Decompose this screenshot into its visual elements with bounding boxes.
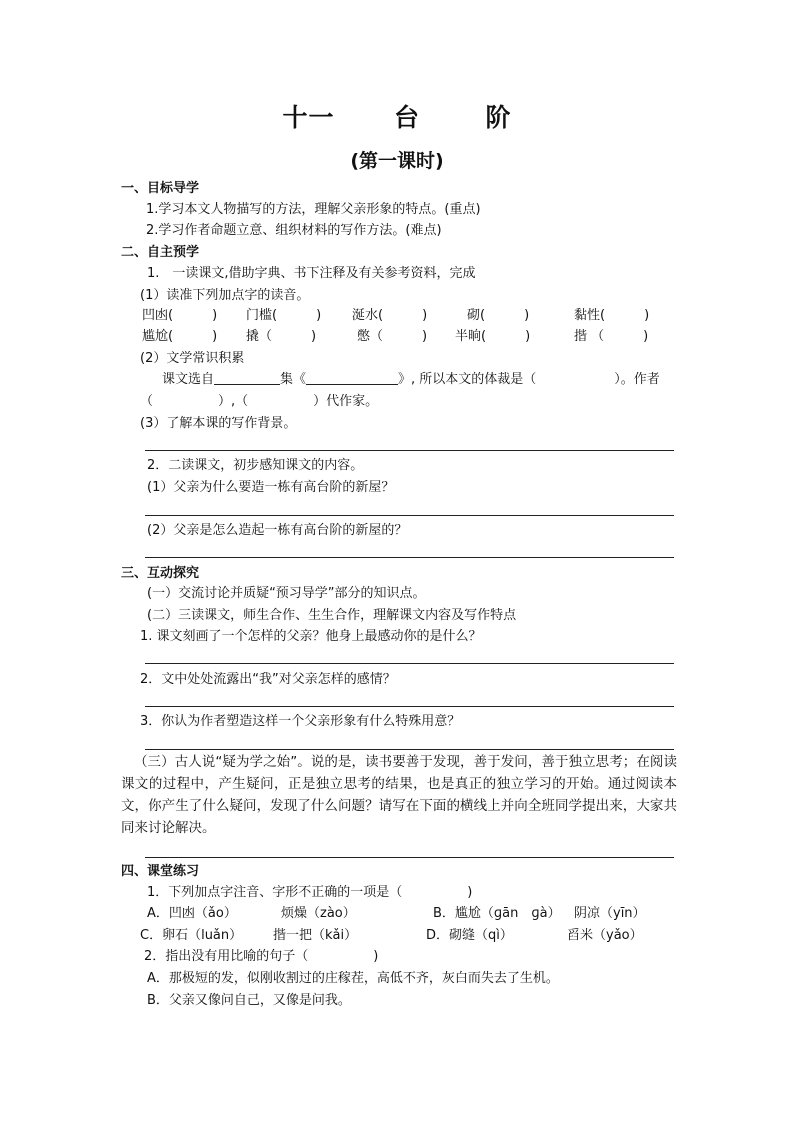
explore-question-2: 2．文中处处流露出“我”对父亲怎样的感情？ [140, 672, 396, 687]
answer-line[interactable] [145, 450, 674, 451]
pron-item[interactable]: 黏性( ) [574, 308, 650, 323]
content-question-1: (1）父亲为什么要造一栋有高台阶的新屋？ [147, 480, 395, 495]
answer-line[interactable] [145, 857, 674, 858]
pron-item[interactable]: 门槛( ) [246, 308, 322, 323]
background-task: (3）了解本课的写作背景。 [140, 416, 297, 431]
title-number: 十一 [282, 103, 335, 132]
blank-collection-author[interactable] [214, 371, 280, 385]
answer-line[interactable] [145, 706, 674, 707]
q2-option-a[interactable]: A．那极短的发，似刚收割过的庄稼茬，高低不齐，灰白而失去了生机。 [147, 971, 559, 986]
option-c[interactable]: C．卵石（luǎn） [140, 928, 243, 943]
pron-item[interactable]: 凹凼( ) [142, 308, 218, 323]
answer-line[interactable] [145, 557, 674, 558]
pron-item[interactable]: 揩 （ ) [574, 329, 649, 344]
literature-text: 》, 所以本文的体裁是（ [398, 372, 537, 387]
option-d-word-2: 舀米（yǎo） [567, 928, 643, 943]
exercise-question-2: 2．指出没有用比喻的句子（ ) [144, 949, 379, 964]
explore-question-1: 1. 课文刻画了一个怎样的父亲？他身上最感动你的是什么？ [140, 629, 482, 644]
pron-item[interactable]: 撬（ ) [246, 329, 317, 344]
option-c-word-2: 揩一把（kǎi） [273, 928, 358, 943]
reading-task: (二）三读课文，师生合作、生生合作，理解课文内容及写作特点 [147, 608, 517, 623]
section2-heading: 二、自主预学 [121, 245, 200, 260]
pron-item[interactable]: 砌( ) [467, 308, 530, 323]
questioning-paragraph: （三）古人说“疑为学之始”。说的是，读书要善于发现，善于发问，善于独立思考；在阅读课文的过程中，产生疑问，正是独立思考的结果，也是真正的独立学习的开始。通过阅读本文，你产生了什么疑问，发现了什么问题？请写在下面的横线上并向全班同学提出来，大家共同来讨论解决。 [121, 754, 677, 836]
title-char-2: 阶 [485, 103, 512, 132]
pron-item[interactable]: 憋（ ) [357, 329, 428, 344]
pronunciation-task: (1）读准下列加点字的读音。 [140, 288, 310, 303]
lesson-subtitle: (第一课时) [350, 150, 444, 172]
blank-collection-name[interactable] [306, 371, 398, 385]
literature-author-line[interactable]: （ ）,（ ）代作家。 [140, 394, 379, 409]
answer-line[interactable] [145, 663, 674, 664]
literature-text: ）。作者 [614, 372, 660, 387]
section4-heading: 四、课堂练习 [121, 864, 200, 879]
option-a-word-2: 烦燥（zào） [281, 906, 356, 921]
pron-item[interactable]: 尴尬( ) [142, 329, 218, 344]
explore-question-3: 3．你认为作者塑造这样一个父亲形象有什么特殊用意？ [140, 714, 461, 729]
goal-item-1: 1.学习本文人物描写的方法，理解父亲形象的特点。(重点) [146, 202, 481, 217]
option-d[interactable]: D．砌缝（qì） [426, 928, 513, 943]
literature-line [162, 371, 660, 389]
preview-intro: 1. 一读课文,借助字典、书下注释及有关参考资料，完成 [147, 266, 476, 281]
option-b[interactable]: B．尴尬（ɡān ɡà） [433, 906, 561, 921]
answer-line[interactable] [145, 749, 674, 750]
section3-heading: 三、互动探究 [121, 566, 200, 581]
q2-option-b[interactable]: B．父亲又像问自己，又像是问我。 [147, 993, 351, 1008]
literature-text: 集《 [280, 372, 307, 387]
answer-line[interactable] [145, 515, 674, 516]
section1-heading: 一、目标导学 [121, 181, 200, 196]
content-question-2: (2）父亲是怎么造起一栋有高台阶的新屋的？ [147, 523, 408, 538]
lesson-title [0, 100, 794, 136]
option-b-word-2: 阴凉（yīn） [574, 906, 646, 921]
title-char-1: 台 [393, 103, 420, 132]
discussion-task: (一）交流讨论并质疑“预习导学”部分的知识点。 [147, 586, 426, 601]
literature-text: 课文选自 [162, 372, 215, 387]
pron-item[interactable]: 半晌( ) [455, 329, 531, 344]
pron-item[interactable]: 涎水( ) [352, 308, 428, 323]
literature-task: (2）文学常识积累 [140, 351, 245, 366]
option-a[interactable]: A．凹凼（ǎo） [147, 906, 237, 921]
goal-item-2: 2.学习作者命题立意、组织材料的写作方法。(难点) [146, 223, 442, 238]
exercise-question-1: 1．下列加点字注音、字形不正确的一项是（ ) [147, 885, 473, 900]
second-reading-task: 2．二读课文，初步感知课文的内容。 [147, 458, 364, 473]
